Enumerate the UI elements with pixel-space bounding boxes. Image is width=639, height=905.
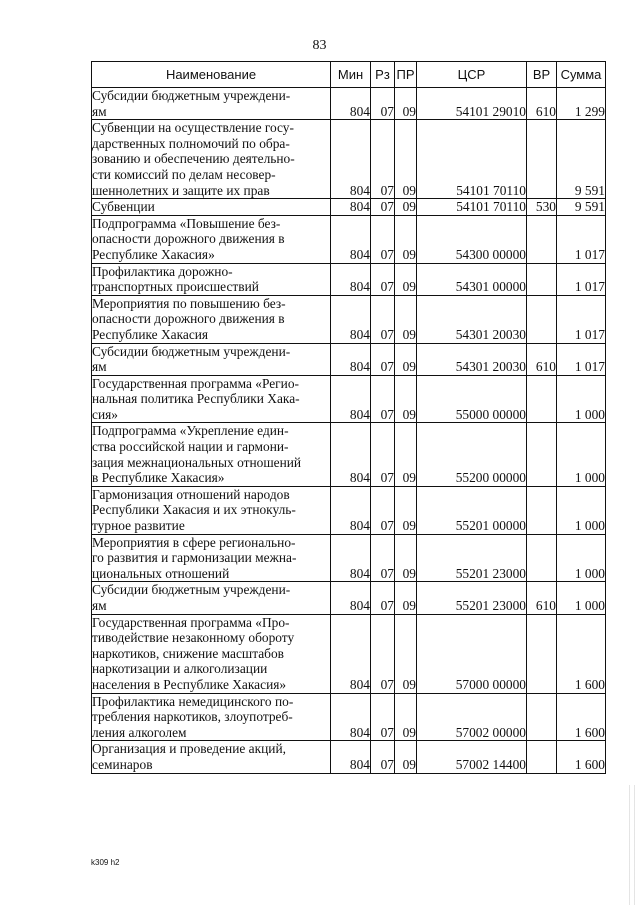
cell-pr: 09 [395, 120, 417, 199]
cell-pr: 09 [395, 614, 417, 693]
cell-sum: 1 000 [557, 423, 606, 486]
table-row [92, 88, 606, 120]
table-row [92, 199, 606, 216]
scan-noise [627, 785, 639, 905]
cell-csr: 54301 20030 [417, 343, 527, 375]
budget-table [91, 61, 606, 774]
table-row [92, 582, 606, 614]
cell-sum: 1 299 [557, 88, 606, 120]
header-csr: ЦСР [417, 62, 527, 88]
cell-pr: 09 [395, 263, 417, 295]
cell-csr: 54101 29010 [417, 88, 527, 120]
cell-sum: 9 591 [557, 120, 606, 199]
cell-csr: 55201 23000 [417, 582, 527, 614]
cell-csr: 55200 00000 [417, 423, 527, 486]
cell-rz: 07 [371, 486, 395, 534]
cell-pr: 09 [395, 693, 417, 741]
cell-name: Субсидии бюджетным учреждени- ям [92, 88, 331, 120]
cell-sum: 1 000 [557, 375, 606, 423]
cell-sum: 1 017 [557, 263, 606, 295]
cell-vr [527, 614, 557, 693]
cell-rz: 07 [371, 582, 395, 614]
cell-pr: 09 [395, 215, 417, 263]
cell-pr: 09 [395, 199, 417, 216]
table-row [92, 375, 606, 423]
cell-min: 804 [331, 375, 371, 423]
header-sum: Сумма [557, 62, 606, 88]
cell-sum: 1 000 [557, 534, 606, 582]
cell-rz: 07 [371, 199, 395, 216]
cell-rz: 07 [371, 693, 395, 741]
cell-vr: 610 [527, 343, 557, 375]
cell-min: 804 [331, 263, 371, 295]
cell-sum: 1 600 [557, 741, 606, 773]
table-row [92, 343, 606, 375]
cell-vr: 530 [527, 199, 557, 216]
cell-pr: 09 [395, 88, 417, 120]
cell-rz: 07 [371, 343, 395, 375]
cell-rz: 07 [371, 375, 395, 423]
cell-pr: 09 [395, 534, 417, 582]
header-min: Мин [331, 62, 371, 88]
cell-pr: 09 [395, 375, 417, 423]
cell-csr: 54300 00000 [417, 215, 527, 263]
table-row [92, 120, 606, 199]
table-row [92, 741, 606, 773]
cell-vr [527, 693, 557, 741]
cell-csr: 55201 00000 [417, 486, 527, 534]
cell-min: 804 [331, 295, 371, 343]
cell-sum: 9 591 [557, 199, 606, 216]
table-row [92, 534, 606, 582]
cell-vr [527, 215, 557, 263]
cell-min: 804 [331, 423, 371, 486]
cell-rz: 07 [371, 215, 395, 263]
cell-name: Государственная программа «Про- тиводействие незаконному обороту наркотиков, снижение масштабов наркотизации и алкоголизации населения в Республике Хакасия» [92, 614, 331, 693]
cell-min: 804 [331, 582, 371, 614]
cell-csr: 57002 14400 [417, 741, 527, 773]
cell-name: Профилактика дорожно- транспортных происшествий [92, 263, 331, 295]
cell-csr: 55201 23000 [417, 534, 527, 582]
table-row [92, 263, 606, 295]
cell-rz: 07 [371, 88, 395, 120]
cell-pr: 09 [395, 295, 417, 343]
cell-min: 804 [331, 215, 371, 263]
cell-csr: 57002 00000 [417, 693, 527, 741]
cell-pr: 09 [395, 343, 417, 375]
cell-sum: 1 600 [557, 614, 606, 693]
header-rz: Рз [371, 62, 395, 88]
cell-min: 804 [331, 614, 371, 693]
cell-csr: 57000 00000 [417, 614, 527, 693]
cell-sum: 1 600 [557, 693, 606, 741]
cell-sum: 1 000 [557, 582, 606, 614]
cell-min: 804 [331, 534, 371, 582]
cell-name: Организация и проведение акций, семинаров [92, 741, 331, 773]
cell-rz: 07 [371, 295, 395, 343]
cell-pr: 09 [395, 423, 417, 486]
cell-min: 804 [331, 88, 371, 120]
table-row [92, 423, 606, 486]
cell-rz: 07 [371, 120, 395, 199]
cell-rz: 07 [371, 614, 395, 693]
footer-code: k309 h2 [91, 858, 120, 867]
cell-name: Субвенции [92, 199, 331, 216]
cell-vr [527, 423, 557, 486]
cell-sum: 1 000 [557, 486, 606, 534]
cell-vr [527, 120, 557, 199]
cell-name: Мероприятия по повышению без- опасности дорожного движения в Республике Хакасия [92, 295, 331, 343]
cell-vr [527, 486, 557, 534]
cell-min: 804 [331, 199, 371, 216]
cell-csr: 54301 20030 [417, 295, 527, 343]
cell-min: 804 [331, 693, 371, 741]
cell-min: 804 [331, 343, 371, 375]
cell-min: 804 [331, 120, 371, 199]
cell-vr [527, 741, 557, 773]
cell-name: Гармонизация отношений народов Республики Хакасия и их этнокуль- турное развитие [92, 486, 331, 534]
page-number: 83 [312, 38, 327, 53]
table-row [92, 486, 606, 534]
cell-csr: 54101 70110 [417, 120, 527, 199]
cell-name: Профилактика немедицинского по- требления наркотиков, злоупотреб- ления алкоголем [92, 693, 331, 741]
table-row [92, 693, 606, 741]
cell-name: Подпрограмма «Укрепление един- ства российской нации и гармони- зация межнациональных отношений в Республике Хакасия» [92, 423, 331, 486]
cell-pr: 09 [395, 486, 417, 534]
table-header-row [92, 62, 606, 88]
cell-vr [527, 375, 557, 423]
header-pr: ПР [395, 62, 417, 88]
table-row [92, 295, 606, 343]
table-row [92, 614, 606, 693]
cell-vr [527, 295, 557, 343]
header-name: Наименование [92, 62, 331, 88]
cell-sum: 1 017 [557, 295, 606, 343]
cell-name: Государственная программа «Регио- нальная политика Республики Хака- сия» [92, 375, 331, 423]
cell-csr: 54101 70110 [417, 199, 527, 216]
header-vr: ВР [527, 62, 557, 88]
cell-csr: 54301 00000 [417, 263, 527, 295]
cell-name: Мероприятия в сфере регионально- го развития и гармонизации межна- циональных отношений [92, 534, 331, 582]
table-row [92, 215, 606, 263]
cell-vr: 610 [527, 88, 557, 120]
cell-min: 804 [331, 741, 371, 773]
cell-rz: 07 [371, 423, 395, 486]
cell-vr [527, 263, 557, 295]
cell-pr: 09 [395, 582, 417, 614]
cell-rz: 07 [371, 741, 395, 773]
cell-sum: 1 017 [557, 215, 606, 263]
cell-rz: 07 [371, 534, 395, 582]
cell-name: Подпрограмма «Повышение без- опасности дорожного движения в Республике Хакасия» [92, 215, 331, 263]
table-body [92, 88, 606, 774]
cell-name: Субсидии бюджетным учреждени- ям [92, 582, 331, 614]
cell-min: 804 [331, 486, 371, 534]
cell-name: Субсидии бюджетным учреждени- ям [92, 343, 331, 375]
cell-pr: 09 [395, 741, 417, 773]
cell-name: Субвенции на осуществление госу- дарственных полномочий по обра- зованию и обеспечению деятельно- сти комиссий по делам несовер- шеннолетних и защите их прав [92, 120, 331, 199]
cell-csr: 55000 00000 [417, 375, 527, 423]
cell-vr: 610 [527, 582, 557, 614]
cell-rz: 07 [371, 263, 395, 295]
cell-vr [527, 534, 557, 582]
cell-sum: 1 017 [557, 343, 606, 375]
